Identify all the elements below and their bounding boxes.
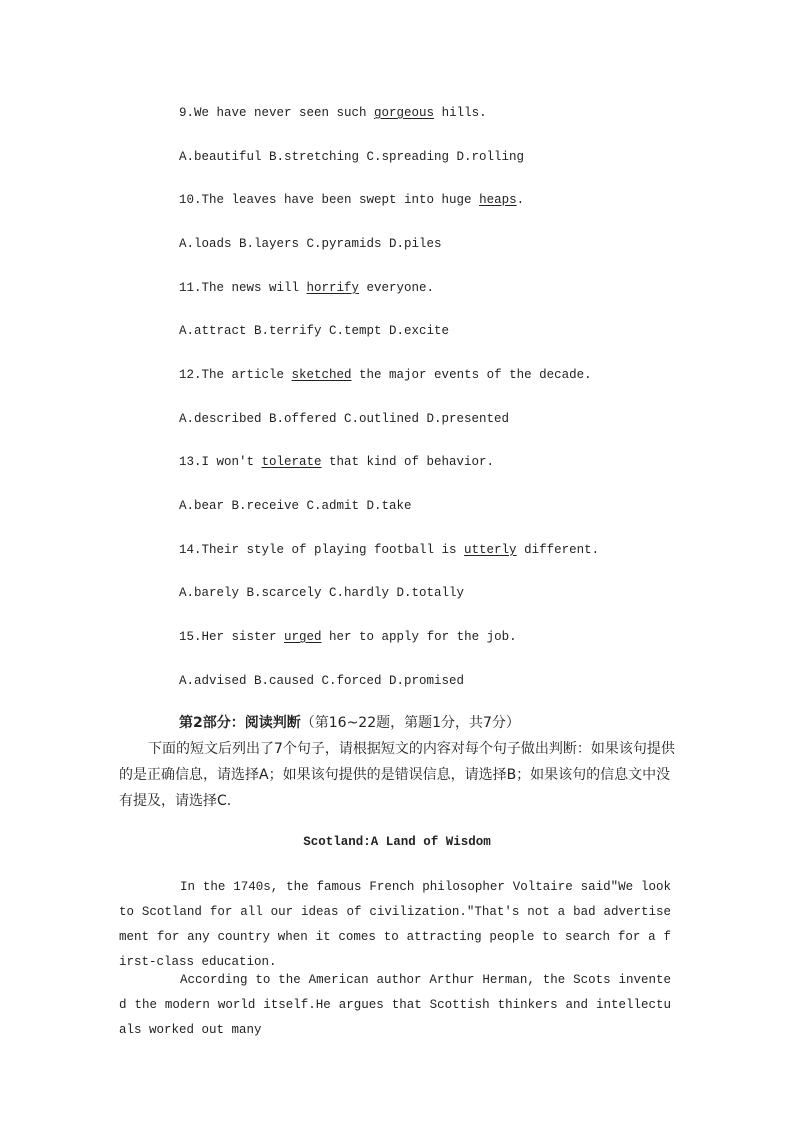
section-title-bold: 第2部分：阅读判断 [179, 715, 301, 731]
options-9: A.beautiful B.stretching C.spreading D.rolling [179, 150, 525, 164]
question-10: 10.The leaves have been swept into huge heaps. [179, 193, 525, 207]
options-14: A.barely B.scarcely C.hardly D.totally [179, 586, 465, 600]
question-9: 9.We have never seen such gorgeous hills. [179, 106, 487, 120]
passage-title: Scotland:A Land of Wisdom [303, 835, 491, 849]
options-11: A.attract B.terrify C.tempt D.excite [179, 324, 450, 338]
question-13: 13.I won't tolerate that kind of behavior. [179, 455, 495, 469]
section-heading [179, 714, 520, 732]
options-12: A.described B.offered C.outlined D.presented [179, 412, 510, 426]
passage-paragraph-2: According to the American author Arthur Herman, the Scots invented the modern world itself.He argues that Scottish thinkers and intellectuals worked out many [119, 973, 671, 1037]
underlined-word: utterly [464, 543, 517, 557]
underlined-word: heaps [479, 193, 517, 207]
section-instructions: 下面的短文后列出了7个句子，请根据短文的内容对每个句子做出判断：如果该句提供的是正确信息，请选择A；如果该句提供的是错误信息，请选择B；如果该句的信息文中没有提及，请选择C. [119, 741, 675, 809]
question-12: 12.The article sketched the major events of the decade. [179, 368, 592, 382]
underlined-word: tolerate [261, 455, 322, 469]
options-13: A.bear B.receive C.admit D.take [179, 499, 412, 513]
underlined-word: horrify [306, 281, 360, 295]
question-14: 14.Their style of playing football is utterly different. [179, 543, 600, 557]
question-15: 15.Her sister urged her to apply for the job. [179, 630, 517, 644]
question-11: 11.The news will horrify everyone. [179, 281, 435, 295]
underlined-word: sketched [291, 368, 352, 382]
options-15: A.advised B.caused C.forced D.promised [179, 674, 465, 688]
section-title-detail: （第16~22题，第题1分，共7分） [300, 715, 520, 731]
passage-paragraph-1: In the 1740s, the famous French philosopher Voltaire said"We look to Scotland for all our ideas of civilization."That's not a bad advertisement for any country when it comes to attracting people to search for a first-class education. [119, 880, 671, 969]
underlined-word: urged [284, 630, 322, 644]
underlined-word: gorgeous [374, 106, 435, 120]
options-10: A.loads B.layers C.pyramids D.piles [179, 237, 442, 251]
